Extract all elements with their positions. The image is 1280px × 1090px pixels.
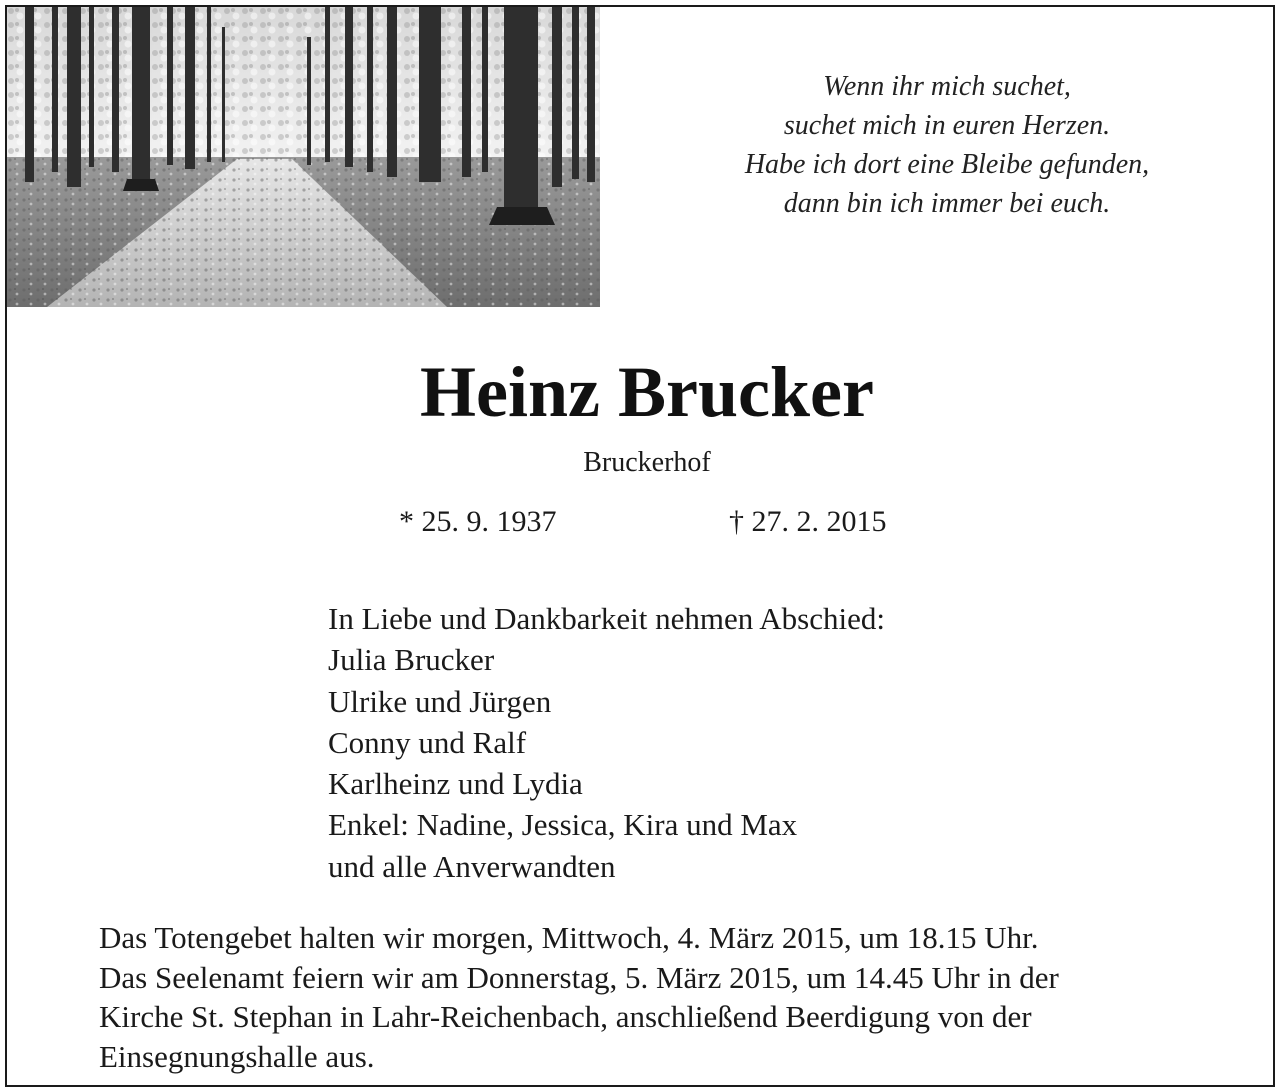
death-date: † 27. 2. 2015 [729, 505, 887, 538]
birth-date: * 25. 9. 1937 [399, 505, 557, 538]
notice-line: Das Seelenamt feiern wir am Donnerstag, 5. März 2015, um 14.45 Uhr in der [99, 959, 1059, 995]
mourners-list [328, 598, 1088, 887]
poem-line: Habe ich dort eine Bleibe gefunden, [744, 149, 1150, 180]
poem-line: suchet mich in euren Herzen. [783, 110, 1111, 141]
mourner-name: Karlheinz und Lydia [328, 766, 583, 802]
poem-line: Wenn ihr mich suchet, [823, 71, 1071, 102]
mourner-name: Enkel: Nadine, Jessica, Kira und Max [328, 807, 798, 843]
mourner-name: und alle Anverwandten [328, 848, 616, 884]
poem-line: dann bin ich immer bei euch. [783, 188, 1111, 219]
notice-line: Das Totengebet halten wir morgen, Mittwoch, 4. März 2015, um 18.15 Uhr. [99, 920, 1039, 955]
obituary-card [5, 5, 1275, 1087]
mourner-name: Julia Brucker [328, 642, 495, 678]
mourner-name: Conny und Ralf [328, 724, 527, 760]
deceased-place: Bruckerhof [583, 447, 711, 478]
mourner-name: Ulrike und Jürgen [328, 683, 552, 719]
notice-line: Kirche St. Stephan in Lahr-Reichenbach, anschließend Beerdigung von der [99, 999, 1032, 1034]
memorial-poem [647, 67, 1247, 223]
mourners-intro: In Liebe und Dankbarkeit nehmen Abschied: [328, 601, 885, 636]
service-notice [99, 918, 1249, 1076]
notice-line: Einsegnungshalle aus. [99, 1038, 375, 1074]
deceased-name: Heinz Brucker [420, 352, 874, 432]
forest-path-photo [7, 7, 600, 307]
